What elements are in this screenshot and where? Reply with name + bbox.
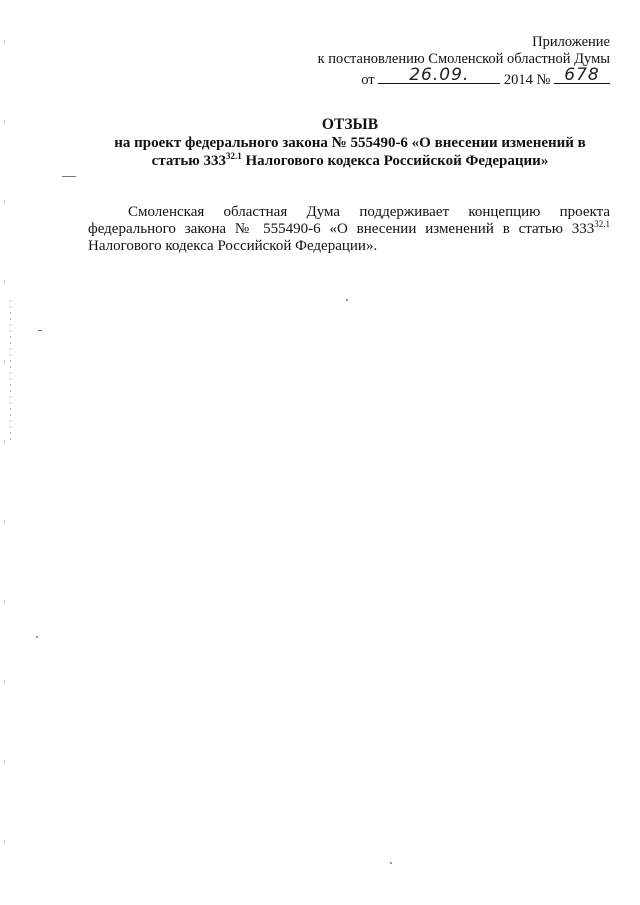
number-blank [554, 65, 610, 85]
scan-speck [390, 862, 392, 864]
appendix-label: Приложение [532, 34, 610, 50]
handwritten-number: 678 [564, 65, 600, 85]
scan-speck [62, 176, 76, 177]
body-superscript: 32.1 [594, 219, 610, 229]
date-blank [378, 65, 500, 85]
title-line-1: на проект федерального закона № 555490-6 «О внесении изменений в [114, 135, 586, 151]
title-main: ОТЗЫВ [321, 116, 379, 133]
title-superscript: 32.1 [226, 151, 242, 161]
body-paragraph [88, 204, 610, 255]
resolution-reference: к постановлению Смоленской областной Думы [317, 51, 610, 67]
title-line-2-end: Налогового кодекса Российской Федерации» [241, 153, 549, 169]
title-line-2 [60, 152, 640, 170]
scan-speck [38, 330, 42, 331]
handwritten-date: 26.09. [409, 65, 470, 85]
body-text-part-2: Налогового кодекса Российской Федерации». [88, 238, 378, 254]
date-number-line [250, 65, 610, 89]
title-line-2-start: статью 333 [151, 153, 226, 169]
scan-speck [36, 636, 38, 638]
document-title [60, 116, 640, 170]
body-text-part-1: Смоленская областная Дума поддерживает концепцию проекта федерального закона № 555490-6 «О внесении изменений в статью 333 [88, 204, 610, 237]
date-prefix: от [361, 72, 375, 88]
scan-edge-artifact [10, 300, 11, 440]
appendix-header [250, 34, 610, 89]
year-number-label: 2014 № [503, 72, 551, 88]
scan-speck [346, 299, 348, 301]
scan-edge-artifact [4, 0, 5, 905]
